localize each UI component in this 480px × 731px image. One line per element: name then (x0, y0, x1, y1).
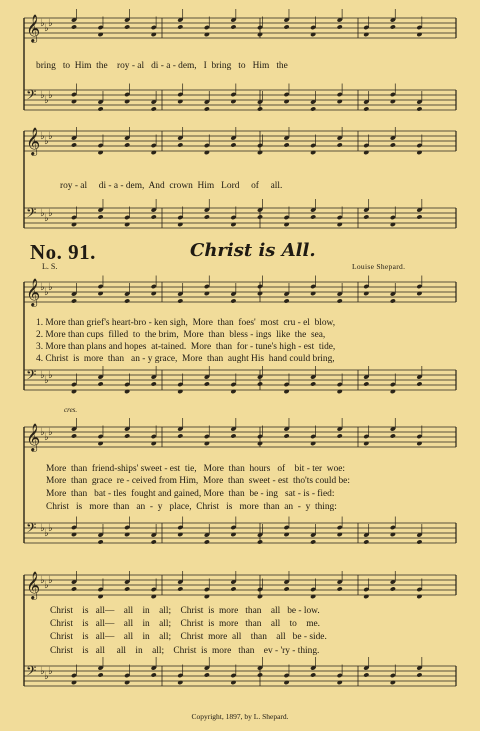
treble-clef-icon: 𝄞 (26, 14, 41, 42)
flat-icon: ♭ (40, 282, 45, 293)
note-head (71, 680, 77, 685)
note-head (71, 532, 77, 537)
verse4-line: 4. Christ is more than an - y grace, More than aught His hand could bring, (36, 354, 335, 364)
note-head (337, 142, 343, 147)
note-head (257, 291, 263, 296)
bass-clef-icon: 𝄢 (26, 205, 37, 224)
note-head (177, 586, 183, 591)
hymn-number: No. 91. (30, 240, 96, 264)
note-head (310, 214, 316, 219)
note-head (71, 433, 77, 438)
bass-clef-icon: 𝄢 (26, 87, 37, 106)
note-head (124, 99, 130, 104)
note-head (310, 594, 316, 599)
note-head (71, 222, 77, 227)
flat-icon: ♭ (48, 282, 53, 293)
note-head (310, 381, 316, 386)
staff (24, 87, 456, 110)
note-head (283, 433, 289, 438)
note-head (390, 680, 396, 685)
note-head (97, 214, 103, 219)
note-head (390, 142, 396, 147)
note-head (257, 594, 263, 599)
note-head (177, 389, 183, 394)
note-head (124, 142, 130, 147)
note-head (416, 291, 422, 296)
note-head (97, 381, 103, 386)
note-head (124, 222, 130, 227)
note-head (416, 539, 422, 544)
note-head (337, 24, 343, 29)
note-head (230, 99, 236, 104)
note-head (283, 680, 289, 685)
note-head (151, 441, 157, 446)
note-head (97, 32, 103, 37)
note-head (177, 680, 183, 685)
staff (24, 127, 456, 156)
note-head (204, 106, 210, 111)
note-head (416, 214, 422, 219)
note-head (71, 99, 77, 104)
note-head (337, 389, 343, 394)
note-head (230, 298, 236, 303)
note-head (177, 433, 183, 438)
note-head (151, 539, 157, 544)
note-head (177, 142, 183, 147)
note-head (151, 32, 157, 37)
note-head (124, 389, 130, 394)
verse2-line-b: More than grace re - ceived from Him, More than sweet - est tho'ts could be: (46, 476, 350, 486)
previous-lyric-line-2: roy - al di - a - dem, And crown Him Lord of all. (60, 181, 283, 191)
flat-icon: ♭ (44, 136, 49, 147)
note-head (363, 672, 369, 677)
flat-icon: ♭ (48, 18, 53, 29)
note-head (416, 150, 422, 155)
staff (24, 367, 456, 390)
note-head (337, 99, 343, 104)
note-head (283, 389, 289, 394)
note-head (310, 32, 316, 37)
note-head (363, 594, 369, 599)
note-head (416, 381, 422, 386)
note-head (177, 24, 183, 29)
note-head (151, 381, 157, 386)
note-head (230, 680, 236, 685)
note-head (257, 214, 263, 219)
bass-clef-icon: 𝄢 (26, 520, 37, 539)
note-head (283, 532, 289, 537)
note-head (390, 222, 396, 227)
note-head (310, 150, 316, 155)
verse1-line: 1. More than grief's heart-bro - ken sigh, More than foes' most cru - el blow, (36, 318, 336, 328)
flat-icon: ♭ (40, 575, 45, 586)
flat-icon: ♭ (44, 528, 49, 539)
note-head (71, 142, 77, 147)
note-head (257, 106, 263, 111)
note-head (151, 672, 157, 677)
note-head (283, 586, 289, 591)
note-head (416, 106, 422, 111)
refrain-line-2: Christ is all— all in all; Christ is more than all to me. (50, 619, 321, 629)
note-head (71, 24, 77, 29)
verse3-line: 3. More than plans and hopes at-tained. More than for - tune's high - est tide, (36, 342, 336, 352)
flat-icon: ♭ (40, 523, 45, 534)
note-head (124, 24, 130, 29)
note-head (390, 586, 396, 591)
note-head (416, 672, 422, 677)
flat-icon: ♭ (48, 427, 53, 438)
note-head (97, 291, 103, 296)
note-head (390, 433, 396, 438)
flat-icon: ♭ (40, 370, 45, 381)
note-head (390, 532, 396, 537)
flat-icon: ♭ (44, 213, 49, 224)
verse4-line-b: Christ is more than an - y place, Christ is more than an - y thing: (46, 502, 337, 512)
note-head (310, 106, 316, 111)
note-head (310, 291, 316, 296)
note-head (363, 32, 369, 37)
treble-clef-icon: 𝄞 (26, 423, 41, 451)
note-head (337, 222, 343, 227)
treble-clef-icon: 𝄞 (26, 127, 41, 155)
note-head (337, 532, 343, 537)
note-head (204, 150, 210, 155)
note-head (204, 381, 210, 386)
note-head (337, 680, 343, 685)
note-head (257, 539, 263, 544)
note-head (257, 32, 263, 37)
note-head (283, 99, 289, 104)
note-head (390, 298, 396, 303)
note-head (71, 389, 77, 394)
verse3-line-b: More than bat - tles fought and gained, More than be - ing sat - is - fied: (46, 489, 335, 499)
note-head (177, 222, 183, 227)
note-head (230, 222, 236, 227)
verse2-line: 2. More than cups filled to the brim, More than bless - ings like the sea, (36, 330, 326, 340)
note-head (257, 381, 263, 386)
flat-icon: ♭ (40, 18, 45, 29)
note-head (363, 381, 369, 386)
note-head (204, 291, 210, 296)
composer-name: Louise Shepard. (352, 262, 406, 271)
note-head (204, 32, 210, 37)
note-head (97, 106, 103, 111)
treble-clef-icon: 𝄞 (26, 571, 41, 599)
note-head (257, 672, 263, 677)
note-head (151, 214, 157, 219)
staff (24, 571, 456, 600)
note-head (97, 539, 103, 544)
treble-clef-icon: 𝄞 (26, 278, 41, 306)
note-head (283, 24, 289, 29)
flat-icon: ♭ (44, 375, 49, 386)
refrain-line-1: Christ is all— all in all; Christ is more than all be - low. (50, 606, 320, 616)
note-head (204, 594, 210, 599)
note-head (337, 298, 343, 303)
refrain-line-3: Christ is all— all in all; Christ more all than all be - side. (50, 632, 327, 642)
note-head (257, 150, 263, 155)
note-head (363, 539, 369, 544)
flat-icon: ♭ (40, 208, 45, 219)
note-head (310, 441, 316, 446)
lyricist-initials: L. S. (42, 262, 58, 271)
note-head (363, 150, 369, 155)
note-head (97, 672, 103, 677)
copyright-notice: Copyright, 1897, by L. Shepard. (191, 712, 289, 721)
note-head (177, 99, 183, 104)
note-head (390, 24, 396, 29)
verse1-line-b: More than friend-ships' sweet - est tie, More than hours of bit - ter woe: (46, 464, 346, 474)
note-head (337, 433, 343, 438)
note-head (230, 586, 236, 591)
note-head (151, 106, 157, 111)
flat-icon: ♭ (40, 427, 45, 438)
flat-icon: ♭ (48, 208, 53, 219)
flat-icon: ♭ (44, 432, 49, 443)
flat-icon: ♭ (44, 580, 49, 591)
note-head (390, 99, 396, 104)
note-head (151, 150, 157, 155)
note-head (310, 539, 316, 544)
note-head (363, 214, 369, 219)
note-head (390, 389, 396, 394)
note-head (283, 222, 289, 227)
note-head (337, 586, 343, 591)
note-head (230, 142, 236, 147)
note-head (230, 532, 236, 537)
note-head (230, 433, 236, 438)
refrain-line-4: Christ is all all in all; Christ is more than ev - 'ry - thing. (50, 646, 320, 656)
flat-icon: ♭ (40, 90, 45, 101)
note-head (124, 433, 130, 438)
note-head (97, 441, 103, 446)
note-head (283, 142, 289, 147)
note-head (71, 298, 77, 303)
note-head (151, 291, 157, 296)
note-head (97, 150, 103, 155)
note-head (97, 594, 103, 599)
note-head (71, 586, 77, 591)
note-head (363, 441, 369, 446)
note-head (416, 594, 422, 599)
note-head (151, 594, 157, 599)
flat-icon: ♭ (44, 95, 49, 106)
note-head (416, 32, 422, 37)
note-head (204, 441, 210, 446)
note-head (177, 298, 183, 303)
flat-icon: ♭ (48, 523, 53, 534)
note-head (363, 106, 369, 111)
previous-lyric-line-1: bring to Him the roy - al di - a - dem, I bring to Him the (36, 61, 288, 71)
note-head (257, 441, 263, 446)
bass-clef-icon: 𝄢 (26, 663, 37, 682)
note-head (204, 214, 210, 219)
note-head (204, 672, 210, 677)
flat-icon: ♭ (44, 287, 49, 298)
staff (24, 520, 456, 543)
note-head (177, 532, 183, 537)
flat-icon: ♭ (40, 666, 45, 677)
flat-icon: ♭ (48, 90, 53, 101)
flat-icon: ♭ (48, 131, 53, 142)
flat-icon: ♭ (48, 575, 53, 586)
note-head (310, 672, 316, 677)
hymn-title: Christ is All. (190, 240, 316, 261)
flat-icon: ♭ (48, 370, 53, 381)
note-head (204, 539, 210, 544)
crescendo-mark: cres. (64, 406, 78, 414)
note-head (124, 680, 130, 685)
note-head (124, 586, 130, 591)
note-head (416, 441, 422, 446)
flat-icon: ♭ (44, 23, 49, 34)
note-head (363, 291, 369, 296)
flat-icon: ♭ (48, 666, 53, 677)
note-head (230, 389, 236, 394)
note-head (124, 298, 130, 303)
note-head (124, 532, 130, 537)
note-head (283, 298, 289, 303)
flat-icon: ♭ (40, 131, 45, 142)
bass-clef-icon: 𝄢 (26, 367, 37, 386)
note-head (230, 24, 236, 29)
flat-icon: ♭ (44, 671, 49, 682)
